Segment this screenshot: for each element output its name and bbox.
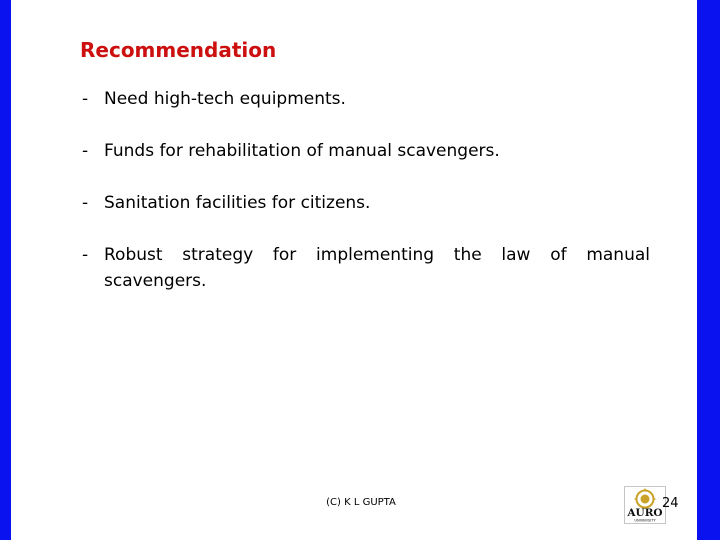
right-blue-bar (697, 0, 720, 540)
bullet-dash: - (82, 141, 89, 161)
bullet-list (80, 86, 650, 320)
bullet-dash: - (82, 193, 89, 213)
bullet-item (80, 86, 650, 112)
footer-copyright: (C) K L GUPTA (326, 497, 396, 508)
bullet-item (80, 138, 650, 164)
bullet-text: Robust strategy for implementing the law of manual scavengers. (104, 245, 650, 291)
auro-university-logo-icon (624, 486, 666, 524)
bullet-dash: - (82, 245, 89, 265)
slide-title: Recommendation (80, 38, 277, 62)
logo-wordmark: AURO (627, 507, 663, 519)
bullet-text: Funds for rehabilitation of manual scavengers. (104, 141, 500, 161)
left-blue-bar (0, 0, 11, 540)
bullet-dash: - (82, 89, 89, 109)
bullet-item (80, 190, 650, 216)
bullet-text: Need high-tech equipments. (104, 89, 346, 109)
page-number: 24 (662, 496, 679, 511)
logo-graphic (625, 487, 665, 523)
logo-tagline: UNIVERSITY (634, 518, 656, 523)
bullet-item (80, 242, 650, 294)
bullet-text: Sanitation facilities for citizens. (104, 193, 371, 213)
